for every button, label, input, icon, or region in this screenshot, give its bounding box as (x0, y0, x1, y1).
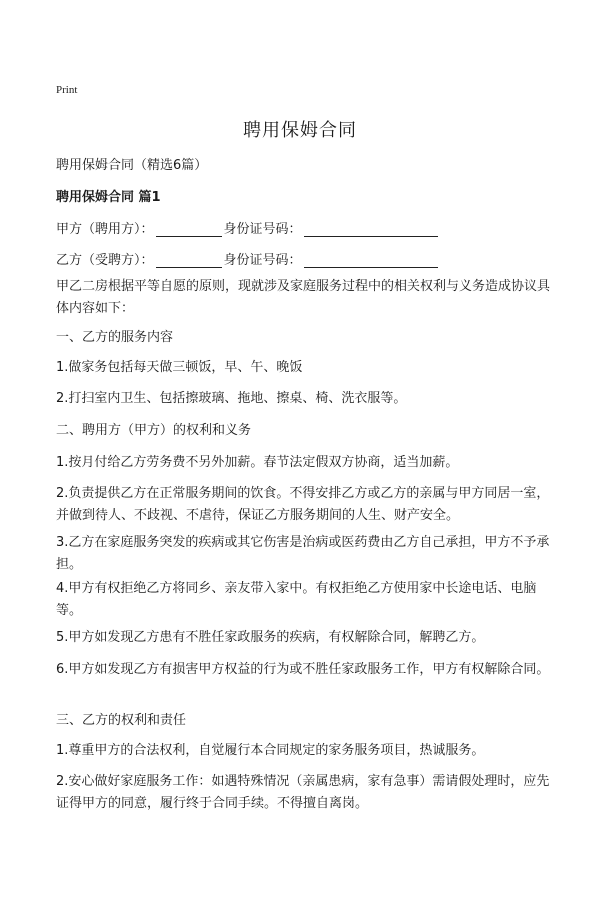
heading-employee-rights: 三、乙方的权利和责任 (56, 713, 187, 728)
clause-2-1: 1.按月付给乙方劳务费不另外加薪。春节法定假双方协商，适当加薪。 (56, 455, 459, 470)
party-b-name-blank (156, 255, 222, 268)
clause-2-2: 2.负责提供乙方在正常服务期间的饮食。不得安排乙方或乙方的亲属与甲方同居一室，并做到待人、不歧视、不虐待，保证乙方服务期间的人生、财产安全。 (56, 486, 550, 523)
party-a-label: 甲方（聘用方）： (56, 222, 154, 237)
clause-1-2: 2.打扫室内卫生、包括擦玻璃、拖地、擦桌、椅、洗衣服等。 (56, 391, 407, 406)
party-a-name-blank (156, 224, 222, 237)
document-title: 聘用保姆合同 (243, 120, 357, 141)
party-a-line (56, 218, 440, 237)
party-a-id-label: 身份证号码： (223, 222, 302, 237)
clause-2-3: 3.乙方在家庭服务突发的疾病或其它伤害是治病或医药费由乙方自己承担，甲方不予承担。 (56, 535, 550, 572)
heading-service-content: 一、乙方的服务内容 (56, 330, 174, 345)
party-b-id-blank (304, 255, 438, 268)
clause-1-1: 1.做家务包括每天做三顿饭，早、午、晚饭 (56, 360, 303, 375)
clause-3-1: 1.尊重甲方的合法权利，自觉履行本合同规定的家务服务项目，热诚服务。 (56, 743, 485, 758)
heading-employer-rights: 二、聘用方（甲方）的权利和义务 (56, 423, 252, 438)
party-b-label: 乙方（受聘方）： (56, 253, 154, 268)
intro-paragraph: 甲乙二房根据平等自愿的原则，现就涉及家庭服务过程中的相关权利与义务造成协议具体内容如下： (56, 279, 551, 316)
clause-3-2: 2.安心做好家庭服务工作：如遇特殊情况（亲属患病，家有急事）需请假处理时，应先证得甲方的同意，履行终于合同手续。不得擅自离岗。 (56, 774, 550, 811)
party-a-id-blank (304, 224, 438, 237)
clause-2-5: 5.甲方如发现乙方患有不胜任家政服务的疾病，有权解除合同，解聘乙方。 (56, 630, 485, 645)
clause-2-4: 4.甲方有权拒绝乙方将同乡、亲友带入家中。有权拒绝乙方使用家中长途电话、电脑等。 (56, 581, 537, 618)
print-link[interactable]: Print (56, 84, 78, 96)
section-heading: 聘用保姆合同 篇1 (56, 190, 161, 205)
clause-2-6: 6.甲方如发现乙方有损害甲方权益的行为或不胜任家政服务工作，甲方有权解除合同。 (56, 662, 550, 677)
party-b-id-label: 身份证号码： (223, 253, 302, 268)
party-b-line (56, 249, 440, 268)
document-subtitle: 聘用保姆合同（精选6篇） (56, 158, 208, 173)
